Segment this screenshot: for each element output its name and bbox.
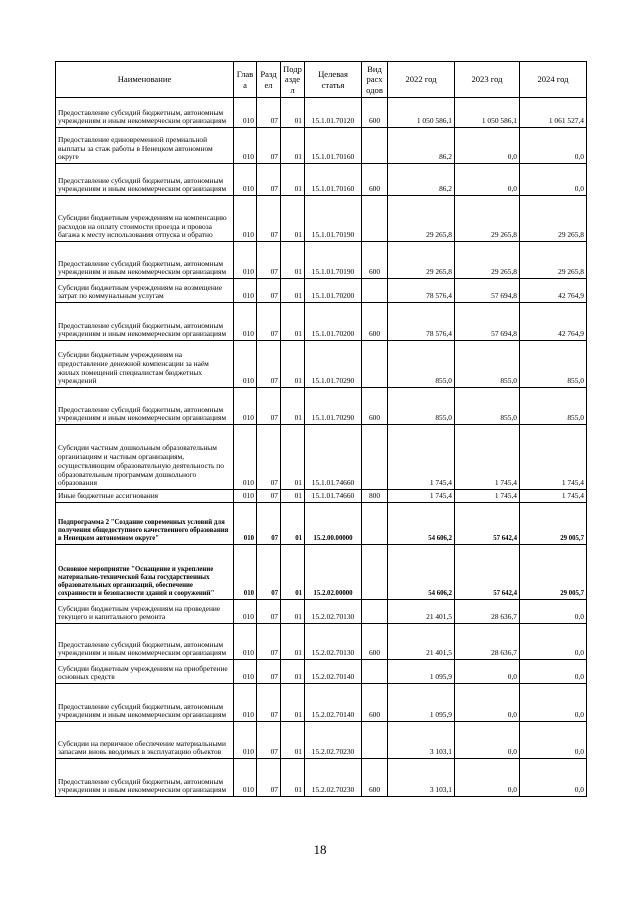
row-razdel-cell: 07 [257, 196, 281, 242]
row-razdel-cell: 07 [257, 279, 281, 303]
row-2024-cell: 0,0 [520, 600, 587, 624]
header-razdel: Разд ел [257, 62, 281, 98]
row-name-cell: Подпрограмма 2 "Создание современных условий для получения общедоступного качественного образования в Ненецком автономном округе" [56, 503, 234, 545]
header-2024: 2024 год [520, 62, 587, 98]
row-podrazdel-cell: 01 [281, 503, 305, 545]
row-2022-cell: 78 576,4 [388, 279, 455, 303]
row-name-cell: Предоставление субсидий бюджетным, автономным учреждениям и иным некоммерческим организациям [56, 684, 234, 722]
row-podrazdel-cell: 01 [281, 684, 305, 722]
row-podrazdel-cell: 01 [281, 341, 305, 388]
row-article-cell: 15.2.02.70140 [305, 660, 362, 684]
table-row [56, 196, 587, 242]
row-expense-type-cell [362, 425, 388, 490]
row-podrazdel-cell: 01 [281, 600, 305, 624]
row-2022-cell: 1 095,9 [388, 684, 455, 722]
row-razdel-cell: 07 [257, 425, 281, 490]
row-article-cell: 15.1.01.74660 [305, 425, 362, 490]
table-row [56, 388, 587, 425]
table-row [56, 279, 587, 303]
row-name-cell: Предоставление субсидий бюджетным, автономным учреждениям и иным некоммерческим организациям [56, 759, 234, 797]
row-expense-type-cell: 600 [362, 242, 388, 279]
row-2024-cell: 0,0 [520, 684, 587, 722]
row-2023-cell: 57 642,4 [455, 545, 520, 600]
row-name-cell: Предоставление субсидий бюджетным, автономным учреждениям и иным некоммерческим организациям [56, 624, 234, 660]
header-article: Целевая статья [305, 62, 362, 98]
row-2022-cell: 21 401,5 [388, 600, 455, 624]
row-glava-cell: 010 [234, 164, 257, 196]
row-podrazdel-cell: 01 [281, 624, 305, 660]
row-2023-cell: 1 050 586,1 [455, 98, 520, 128]
row-2023-cell: 28 636,7 [455, 624, 520, 660]
row-glava-cell: 010 [234, 490, 257, 503]
row-podrazdel-cell: 01 [281, 242, 305, 279]
row-glava-cell: 010 [234, 545, 257, 600]
row-razdel-cell: 07 [257, 545, 281, 600]
header-2022: 2022 год [388, 62, 455, 98]
row-razdel-cell: 07 [257, 341, 281, 388]
table-row [56, 660, 587, 684]
row-expense-type-cell [362, 545, 388, 600]
row-2024-cell: 0,0 [520, 164, 587, 196]
row-expense-type-cell [362, 128, 388, 164]
row-2023-cell: 0,0 [455, 128, 520, 164]
row-razdel-cell: 07 [257, 388, 281, 425]
row-article-cell: 15.1.01.70190 [305, 196, 362, 242]
row-expense-type-cell: 600 [362, 684, 388, 722]
row-2023-cell: 28 636,7 [455, 600, 520, 624]
header-glava: Глав а [234, 62, 257, 98]
row-razdel-cell: 07 [257, 660, 281, 684]
row-article-cell: 15.1.01.70120 [305, 98, 362, 128]
row-expense-type-cell [362, 279, 388, 303]
table-row [56, 545, 587, 600]
table-row [56, 164, 587, 196]
row-2022-cell: 29 265,8 [388, 196, 455, 242]
table-body [56, 98, 587, 797]
row-name-cell: Предоставление субсидий бюджетным, автономным учреждениям и иным некоммерческим организациям [56, 164, 234, 196]
row-2024-cell: 29 005,7 [520, 545, 587, 600]
row-2024-cell: 42 764,9 [520, 279, 587, 303]
row-name-cell: Предоставление субсидий бюджетным, автономным учреждениям и иным некоммерческим организациям [56, 242, 234, 279]
table-row [56, 490, 587, 503]
row-2022-cell: 1 745,4 [388, 425, 455, 490]
row-name-cell: Субсидии бюджетным учреждениям на предоставление денежной компенсации за наём жилых помещений специалистам бюджетных учреждений [56, 341, 234, 388]
row-name-cell: Основное мероприятие "Оснащение и укрепление материально-технической базы государственных образовательных организаций, обеспечение сохранности и безопасности зданий и сооружений" [56, 545, 234, 600]
row-razdel-cell: 07 [257, 759, 281, 797]
row-2022-cell: 3 103,1 [388, 722, 455, 759]
row-article-cell: 15.1.01.70160 [305, 128, 362, 164]
row-glava-cell: 010 [234, 684, 257, 722]
row-name-cell: Субсидии бюджетным учреждениям на проведение текущего и капитального ремонта [56, 600, 234, 624]
row-2022-cell: 855,0 [388, 341, 455, 388]
row-expense-type-cell [362, 722, 388, 759]
row-article-cell: 15.2.02.70230 [305, 722, 362, 759]
row-article-cell: 15.2.00.00000 [305, 503, 362, 545]
row-2022-cell: 54 606,2 [388, 545, 455, 600]
row-2024-cell: 42 764,9 [520, 303, 587, 341]
header-podrazdel: Подр азде л [281, 62, 305, 98]
row-expense-type-cell [362, 503, 388, 545]
row-podrazdel-cell: 01 [281, 128, 305, 164]
row-2024-cell: 1 745,4 [520, 490, 587, 503]
row-podrazdel-cell: 01 [281, 303, 305, 341]
row-razdel-cell: 07 [257, 503, 281, 545]
row-podrazdel-cell: 01 [281, 545, 305, 600]
row-2022-cell: 3 103,1 [388, 759, 455, 797]
row-podrazdel-cell: 01 [281, 164, 305, 196]
row-glava-cell: 010 [234, 503, 257, 545]
row-glava-cell: 010 [234, 98, 257, 128]
row-2024-cell: 1 061 527,4 [520, 98, 587, 128]
row-name-cell: Предоставление единовременной премиальной выплаты за стаж работы в Ненецком автономном округе [56, 128, 234, 164]
row-expense-type-cell [362, 660, 388, 684]
row-2022-cell: 86,2 [388, 164, 455, 196]
row-2023-cell: 0,0 [455, 660, 520, 684]
table-row [56, 98, 587, 128]
row-razdel-cell: 07 [257, 303, 281, 341]
row-2023-cell: 29 265,8 [455, 196, 520, 242]
row-expense-type-cell: 800 [362, 490, 388, 503]
row-article-cell: 15.2.02.70140 [305, 684, 362, 722]
row-podrazdel-cell: 01 [281, 388, 305, 425]
row-article-cell: 15.1.01.70200 [305, 279, 362, 303]
row-article-cell: 15.1.01.70200 [305, 303, 362, 341]
row-name-cell: Субсидии бюджетным учреждениям на приобретение основных средств [56, 660, 234, 684]
row-podrazdel-cell: 01 [281, 660, 305, 684]
row-2023-cell: 0,0 [455, 722, 520, 759]
row-2024-cell: 29 265,8 [520, 242, 587, 279]
row-podrazdel-cell: 01 [281, 759, 305, 797]
table-header-row [56, 62, 587, 98]
row-article-cell: 15.2.02.00000 [305, 545, 362, 600]
row-expense-type-cell [362, 600, 388, 624]
row-2023-cell: 29 265,8 [455, 242, 520, 279]
table-row [56, 759, 587, 797]
row-2022-cell: 1 745,4 [388, 490, 455, 503]
row-2022-cell: 29 265,8 [388, 242, 455, 279]
row-2023-cell: 57 642,4 [455, 503, 520, 545]
row-2023-cell: 855,0 [455, 341, 520, 388]
row-podrazdel-cell: 01 [281, 425, 305, 490]
row-2024-cell: 29 005,7 [520, 503, 587, 545]
row-article-cell: 15.2.02.70130 [305, 624, 362, 660]
row-razdel-cell: 07 [257, 624, 281, 660]
row-2022-cell: 21 401,5 [388, 624, 455, 660]
row-glava-cell: 010 [234, 196, 257, 242]
row-2022-cell: 54 606,2 [388, 503, 455, 545]
page-number: 18 [313, 842, 327, 857]
table-row [56, 600, 587, 624]
row-razdel-cell: 07 [257, 98, 281, 128]
row-expense-type-cell: 600 [362, 388, 388, 425]
row-razdel-cell: 07 [257, 128, 281, 164]
table-row [56, 242, 587, 279]
header-2023: 2023 год [455, 62, 520, 98]
row-glava-cell: 010 [234, 341, 257, 388]
row-2022-cell: 855,0 [388, 388, 455, 425]
table-row [56, 303, 587, 341]
row-razdel-cell: 07 [257, 684, 281, 722]
row-2024-cell: 0,0 [520, 660, 587, 684]
row-2024-cell: 855,0 [520, 341, 587, 388]
row-razdel-cell: 07 [257, 600, 281, 624]
row-razdel-cell: 07 [257, 164, 281, 196]
row-glava-cell: 010 [234, 425, 257, 490]
row-article-cell: 15.1.01.70190 [305, 242, 362, 279]
row-2023-cell: 0,0 [455, 164, 520, 196]
budget-table [55, 61, 587, 797]
row-razdel-cell: 07 [257, 722, 281, 759]
row-name-cell: Иные бюджетные ассигнования [56, 490, 234, 503]
row-razdel-cell: 07 [257, 490, 281, 503]
row-2022-cell: 1 050 586,1 [388, 98, 455, 128]
row-name-cell: Субсидии частным дошкольным образовательным организациям и частным организациям, осуществляющим образовательную деятельность по образовательным программам дошкольного образования [56, 425, 234, 490]
table-row [56, 722, 587, 759]
row-expense-type-cell: 600 [362, 624, 388, 660]
row-2023-cell: 1 745,4 [455, 490, 520, 503]
row-name-cell: Предоставление субсидий бюджетным, автономным учреждениям и иным некоммерческим организациям [56, 388, 234, 425]
row-glava-cell: 010 [234, 303, 257, 341]
row-2023-cell: 1 745,4 [455, 425, 520, 490]
row-glava-cell: 010 [234, 759, 257, 797]
row-glava-cell: 010 [234, 279, 257, 303]
row-article-cell: 15.1.01.70160 [305, 164, 362, 196]
header-name: Наименование [56, 62, 234, 98]
row-glava-cell: 010 [234, 624, 257, 660]
row-podrazdel-cell: 01 [281, 196, 305, 242]
row-2023-cell: 0,0 [455, 759, 520, 797]
row-name-cell: Субсидии бюджетным учреждениям на возмещение затрат по коммунальным услугам [56, 279, 234, 303]
row-name-cell: Субсидии бюджетным учреждениям на компенсацию расходов на оплату стоимости проезда и провоза багажа к месту использования отпуска и обратно [56, 196, 234, 242]
row-2023-cell: 855,0 [455, 388, 520, 425]
row-glava-cell: 010 [234, 600, 257, 624]
row-2022-cell: 86,2 [388, 128, 455, 164]
row-article-cell: 15.1.01.74660 [305, 490, 362, 503]
table-row [56, 503, 587, 545]
row-podrazdel-cell: 01 [281, 98, 305, 128]
row-glava-cell: 010 [234, 242, 257, 279]
row-2024-cell: 0,0 [520, 759, 587, 797]
row-2023-cell: 57 694,8 [455, 303, 520, 341]
row-2024-cell: 0,0 [520, 624, 587, 660]
table-row [56, 624, 587, 660]
table-row [56, 684, 587, 722]
row-2024-cell: 1 745,4 [520, 425, 587, 490]
row-2024-cell: 0,0 [520, 128, 587, 164]
row-2024-cell: 0,0 [520, 722, 587, 759]
row-2022-cell: 1 095,9 [388, 660, 455, 684]
row-2023-cell: 0,0 [455, 684, 520, 722]
row-podrazdel-cell: 01 [281, 490, 305, 503]
row-expense-type-cell: 600 [362, 759, 388, 797]
row-razdel-cell: 07 [257, 242, 281, 279]
row-glava-cell: 010 [234, 388, 257, 425]
table-row [56, 128, 587, 164]
row-article-cell: 15.1.01.70290 [305, 388, 362, 425]
header-expense-type: Вид расх одов [362, 62, 388, 98]
row-2024-cell: 29 265,8 [520, 196, 587, 242]
row-article-cell: 15.1.01.70290 [305, 341, 362, 388]
row-name-cell: Предоставление субсидий бюджетным, автономным учреждениям и иным некоммерческим организациям [56, 303, 234, 341]
row-expense-type-cell [362, 341, 388, 388]
row-name-cell: Субсидии на первичное обеспечение материальными запасами вновь вводимых в эксплуатацию объектов [56, 722, 234, 759]
row-glava-cell: 010 [234, 722, 257, 759]
row-glava-cell: 010 [234, 660, 257, 684]
row-expense-type-cell: 600 [362, 164, 388, 196]
row-expense-type-cell: 600 [362, 303, 388, 341]
row-2023-cell: 57 694,8 [455, 279, 520, 303]
row-article-cell: 15.2.02.70130 [305, 600, 362, 624]
row-name-cell: Предоставление субсидий бюджетным, автономным учреждениям и иным некоммерческим организациям [56, 98, 234, 128]
row-2022-cell: 78 576,4 [388, 303, 455, 341]
row-article-cell: 15.2.02.70230 [305, 759, 362, 797]
row-podrazdel-cell: 01 [281, 279, 305, 303]
row-expense-type-cell: 600 [362, 98, 388, 128]
row-expense-type-cell [362, 196, 388, 242]
row-podrazdel-cell: 01 [281, 722, 305, 759]
row-glava-cell: 010 [234, 128, 257, 164]
table-row [56, 341, 587, 388]
row-2024-cell: 855,0 [520, 388, 587, 425]
table-row [56, 425, 587, 490]
